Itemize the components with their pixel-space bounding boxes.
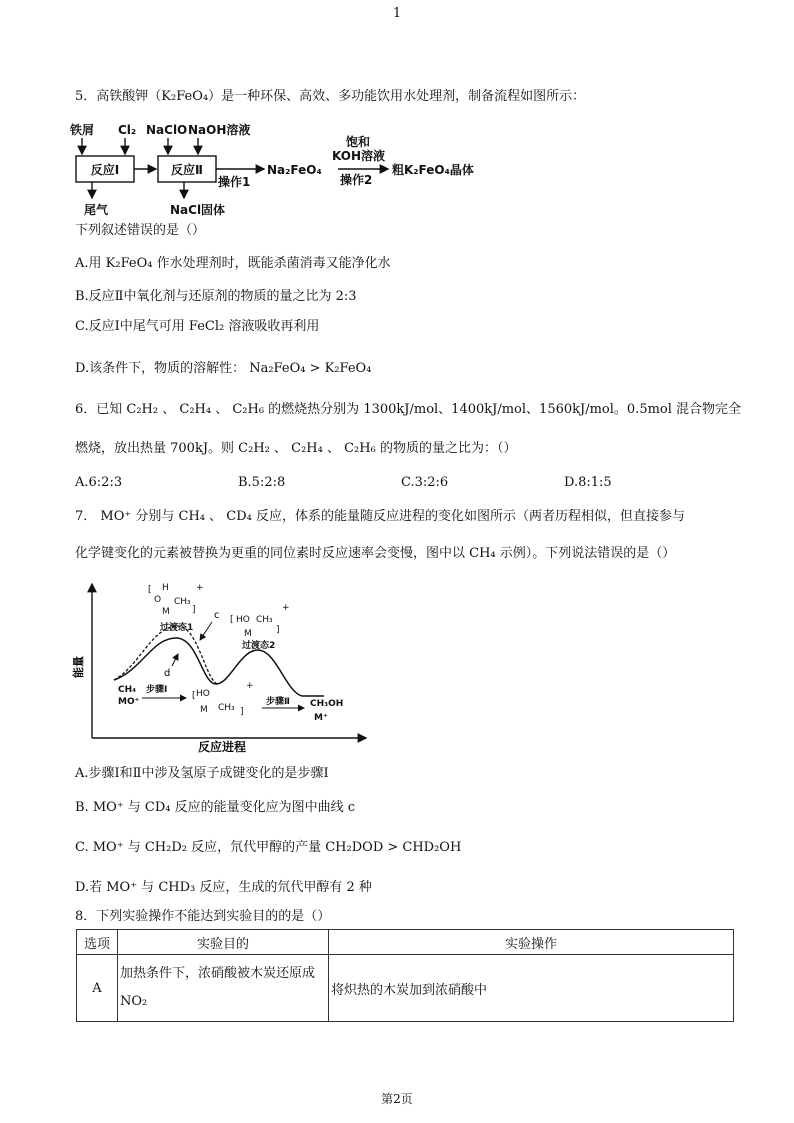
- q6-option-b: B.5:2:8: [238, 475, 286, 490]
- page-footer: 第2页: [381, 1092, 413, 1106]
- flow-in4: NaOH溶液: [188, 123, 251, 137]
- svg-text:HO: HO: [196, 689, 210, 699]
- flow-op1: 操作1: [218, 175, 251, 189]
- q7-option-c: C. MO⁺ 与 CH₂D₂ 反应，氘代甲醇的产量 CH₂DOD > CHD₂OH: [75, 840, 462, 855]
- table-header-row: [77, 930, 734, 955]
- step1-label: 步骤Ⅰ: [146, 685, 168, 695]
- row-operation: 将炽热的木炭加到浓硝酸中: [329, 955, 734, 1022]
- q6-option-d: D.8:1:5: [564, 475, 612, 490]
- q5-stem-formula: K₂FeO₄: [161, 89, 209, 104]
- flow-product2: 粗K₂FeO₄晶体: [392, 163, 474, 177]
- header-operation: 实验操作: [329, 930, 734, 955]
- svg-text:+: +: [282, 603, 290, 613]
- ts2-label: 过渡态2: [242, 641, 276, 651]
- svg-text:M: M: [200, 705, 208, 715]
- flow-box1-label: 反应Ⅰ: [90, 163, 120, 177]
- flow-out2: NaCl固体: [170, 203, 226, 217]
- q7-option-d: D.若 MO⁺ 与 CHD₃ 反应，生成的氘代甲醇有 2 种: [75, 880, 372, 895]
- q6-line2: 燃烧，放出热量 700kJ。则 C₂H₂ 、 C₂H₄ 、 C₂H₆ 的物质的量之比为：（）: [75, 441, 517, 456]
- q6-line1: 6．已知 C₂H₂ 、 C₂H₄ 、 C₂H₆ 的燃烧热分别为 1300kJ/mol、1400kJ/mol、1560kJ/mol。0.5mol 混合物完全: [75, 402, 742, 417]
- svg-text:[: [: [230, 615, 234, 625]
- flow-sat2: KOH溶液: [332, 149, 386, 163]
- y-axis-label: 能量: [72, 656, 85, 678]
- q8-stem: 8．下列实验操作不能达到实验目的的是（）: [75, 909, 331, 924]
- curve-d-label: d: [164, 668, 171, 679]
- flow-in1: 铁屑: [70, 123, 95, 137]
- q7-energy-graph: [70, 580, 370, 756]
- product-m: M⁺: [314, 713, 328, 723]
- header-purpose: 实验目的: [118, 930, 329, 955]
- step2-label: 步骤Ⅱ: [266, 697, 290, 707]
- q5-option-c: C.反应Ⅰ中尾气可用 FeCl₂ 溶液吸收再利用: [75, 319, 320, 334]
- row-purpose: 加热条件下，浓硝酸被木炭还原成 NO₂: [118, 955, 329, 1022]
- header-option: 选项: [77, 930, 118, 955]
- q7-line2: 化学键变化的元素被替换为更重的同位素时反应速率会变慢，图中以 CH₄ 示例）。下列说法错误的是（）: [75, 546, 676, 561]
- q7-option-a: A.步骤Ⅰ和Ⅱ中涉及氢原子成键变化的是步骤Ⅰ: [75, 766, 329, 781]
- q5-stem: 5．高铁酸钾（K₂FeO₄）是一种环保、高效、多功能饮用水处理剂，制备流程如图所示：: [75, 89, 586, 104]
- flow-in3: NaClO: [146, 123, 188, 137]
- svg-text:[: [: [148, 585, 152, 595]
- row-option: A: [77, 955, 118, 1022]
- svg-text:CH₃: CH₃: [218, 703, 235, 713]
- q8-table: [76, 929, 734, 1022]
- q6-option-c: C.3:2:6: [401, 475, 449, 490]
- q7-option-b: B. MO⁺ 与 CD₄ 反应的能量变化应为图中曲线 c: [75, 800, 356, 815]
- curve-c-label: c: [214, 610, 220, 621]
- flow-product1: Na₂FeO₄: [267, 163, 322, 177]
- ts1-label: 过渡态1: [160, 623, 194, 633]
- svg-text:H: H: [162, 583, 169, 593]
- q6-option-a: A.6:2:3: [75, 475, 123, 490]
- flow-op2: 操作2: [340, 173, 373, 187]
- svg-text:]: ]: [192, 605, 196, 615]
- reactant-ch4: CH₄: [118, 685, 137, 695]
- x-axis-label: 反应进程: [198, 740, 247, 754]
- q5-option-d: D.该条件下，物质的溶解性： Na₂FeO₄ > K₂FeO₄: [75, 361, 372, 376]
- q5-flow-diagram: [70, 120, 610, 220]
- q7-line1: 7． MO⁺ 分别与 CH₄ 、 CD₄ 反应，体系的能量随反应进程的变化如图所示（两者历程相似，但直接参与: [75, 509, 685, 524]
- flow-sat1: 饱和: [346, 135, 371, 149]
- svg-text:O: O: [154, 595, 162, 605]
- svg-text:+: +: [196, 583, 204, 593]
- q5-option-b: B.反应Ⅱ中氧化剂与还原剂的物质的量之比为 2:3: [75, 289, 357, 304]
- flow-out1: 尾气: [84, 203, 109, 217]
- table-row: [77, 955, 734, 1022]
- svg-text:[: [: [192, 691, 196, 701]
- svg-text:]: ]: [240, 707, 244, 717]
- reactant-mo: MO⁺: [118, 697, 140, 707]
- product-ch3oh: CH₃OH: [310, 699, 344, 709]
- q5-question: 下列叙述错误的是（）: [75, 223, 206, 238]
- svg-text:CH₃: CH₃: [174, 597, 191, 607]
- svg-text:+: +: [246, 681, 254, 691]
- svg-text:M: M: [244, 629, 252, 639]
- svg-text:HO: HO: [236, 615, 250, 625]
- flow-box2-label: 反应Ⅱ: [171, 163, 203, 177]
- q5-option-a: A.用 K₂FeO₄ 作水处理剂时，既能杀菌消毒又能净化水: [75, 256, 391, 271]
- svg-text:M: M: [162, 607, 170, 617]
- svg-text:]: ]: [276, 625, 280, 635]
- flow-in2: Cl₂: [118, 123, 137, 137]
- svg-text:CH₃: CH₃: [256, 615, 273, 625]
- page-number-top: 1: [392, 6, 402, 21]
